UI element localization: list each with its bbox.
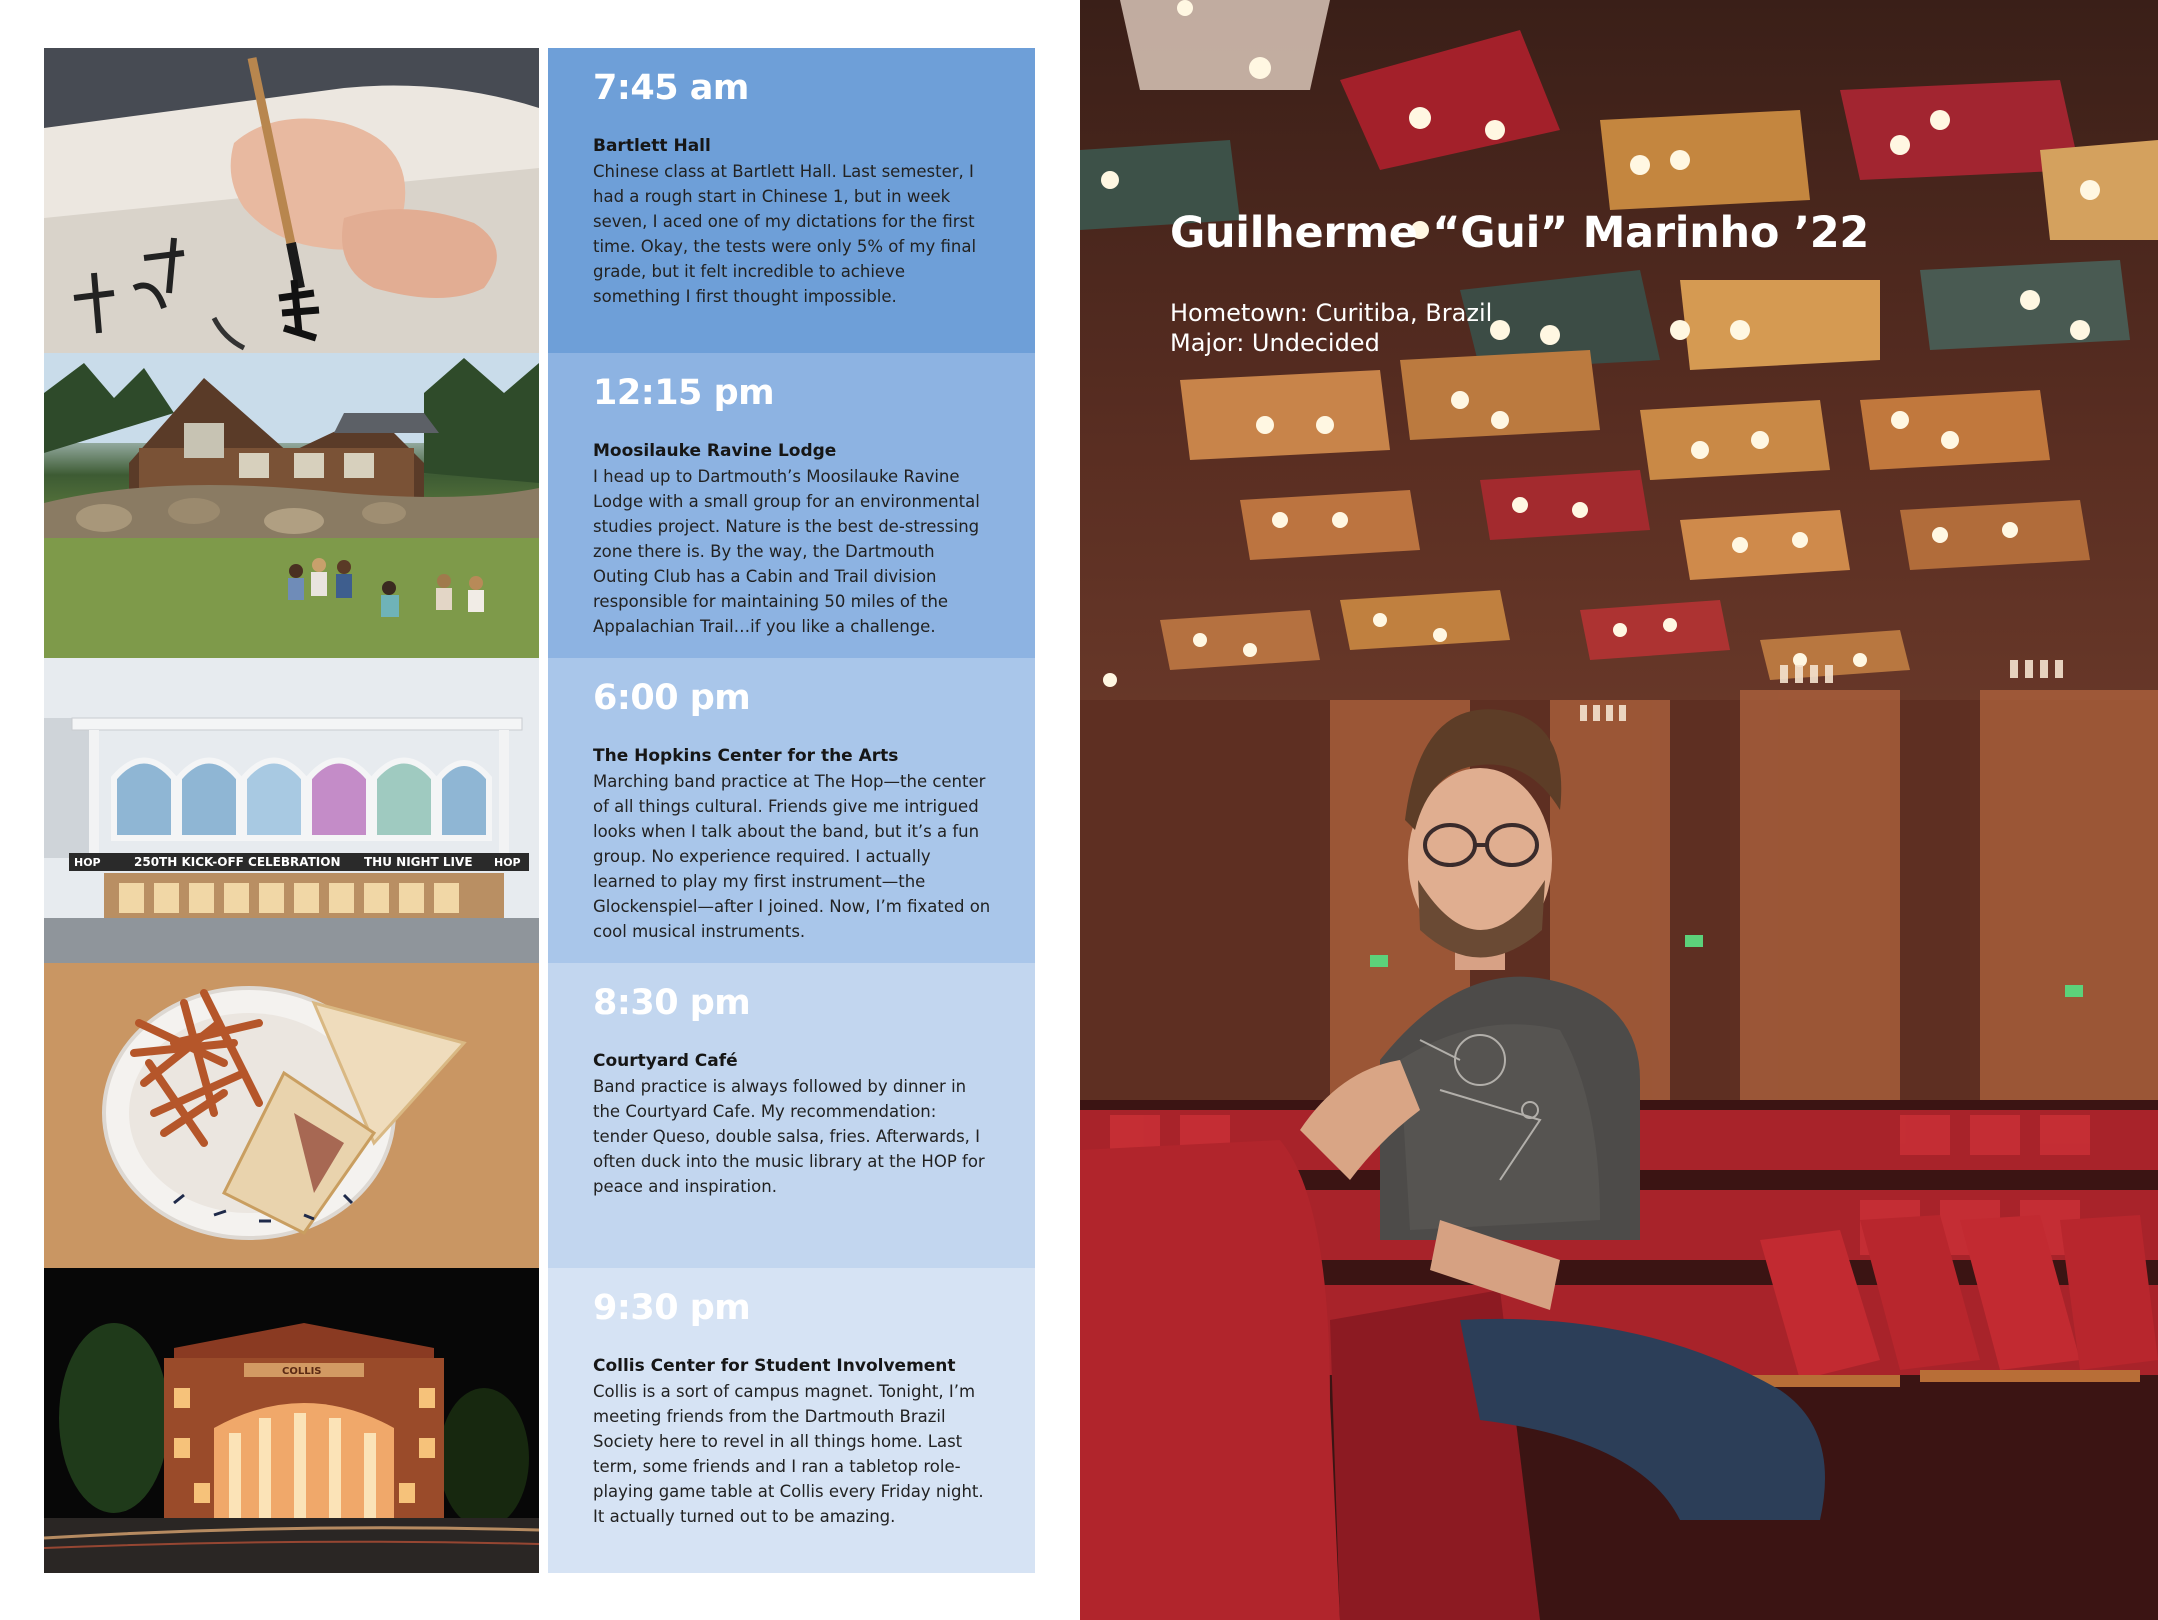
marquee-right-text: HOP: [494, 856, 521, 869]
lodge-photo: [44, 353, 539, 658]
collis-center-illustration: [44, 1268, 539, 1573]
entry-text: Chinese class at Bartlett Hall. Last semester, I had a rough start in Chinese 1, but in week seven, I aced one of my dictations for the first time. Okay, the tests were only 5% of my final grade, but it felt incredible to achieve something I first thought impossible.: [593, 162, 977, 306]
entry-text: I head up to Dartmouth’s Moosilauke Ravine Lodge with a small group for an environmental studies project. Nature is the best de-stressing zone there is. By the way, the Dartmouth Outing Club has a Cabin and Trail division responsible for maintaining 50 miles of the Appalachian Trail…if you like a challenge.: [593, 467, 980, 636]
entry-text: Band practice is always followed by dinner in the Courtyard Cafe. My recommendation: tender Queso, double salsa, fries. Afterwards, I often duck into the music library at the HOP for peace and inspiration.: [593, 1077, 985, 1196]
entry-time: 7:45 am: [593, 68, 749, 108]
entry-place: Moosilauke Ravine Lodge: [593, 441, 837, 461]
schedule-card-930: [548, 1268, 1035, 1573]
schedule-card-830: [548, 963, 1035, 1268]
entry-text: Marching band practice at The Hop—the center of all things cultural. Friends give me intrigued looks when I talk about the band, but it’s a fun group. No experience required. I actually learned to play my first instrument—the Glockenspiel—after I joined. Now, I’m fixated on cool musical instruments.: [593, 772, 991, 941]
student-details: [1170, 298, 1492, 358]
entry-text: Collis is a sort of campus magnet. Tonight, I’m meeting friends from the Dartmouth Brazil Society here to revel in all things home. Last term, some friends and I ran a tabletop role-playing game table at Collis every Friday night. It actually turned out to be amazing.: [593, 1382, 984, 1526]
entry-time: 9:30 pm: [593, 1288, 751, 1328]
collis-center-photo: [44, 1268, 539, 1573]
photo-column: [44, 48, 539, 1573]
lodge-illustration: [44, 353, 539, 658]
quesadilla-illustration: [44, 963, 539, 1268]
schedule-card-1215: [548, 353, 1035, 658]
entry-place: Bartlett Hall: [593, 136, 711, 156]
entry-time: 8:30 pm: [593, 983, 751, 1023]
student-major: Major: Undecided: [1170, 329, 1380, 357]
calligraphy-photo: [44, 48, 539, 353]
entry-time: 12:15 pm: [593, 373, 775, 413]
collis-sign-text: COLLIS: [282, 1366, 322, 1377]
quesadilla-photo: [44, 963, 539, 1268]
schedule-column: [548, 48, 1035, 1573]
entry-place: The Hopkins Center for the Arts: [593, 746, 899, 766]
student-name: Guilherme “Gui” Marinho ’22: [1170, 208, 1870, 258]
marquee-main-text: 250TH KICK-OFF CELEBRATION: [134, 855, 341, 869]
schedule-card-745: [548, 48, 1035, 353]
hero-portrait: [1080, 0, 2158, 1620]
hopkins-center-illustration: [44, 658, 539, 963]
marquee-mid-text: THU NIGHT LIVE: [364, 855, 473, 869]
marquee-left-text: HOP: [74, 856, 101, 869]
student-hometown: Hometown: Curitiba, Brazil: [1170, 299, 1493, 327]
entry-place: Collis Center for Student Involvement: [593, 1356, 956, 1376]
schedule-card-600: [548, 658, 1035, 963]
entry-place: Courtyard Café: [593, 1051, 738, 1071]
calligraphy-illustration: [44, 48, 539, 353]
hopkins-center-photo: [44, 658, 539, 963]
entry-time: 6:00 pm: [593, 678, 751, 718]
